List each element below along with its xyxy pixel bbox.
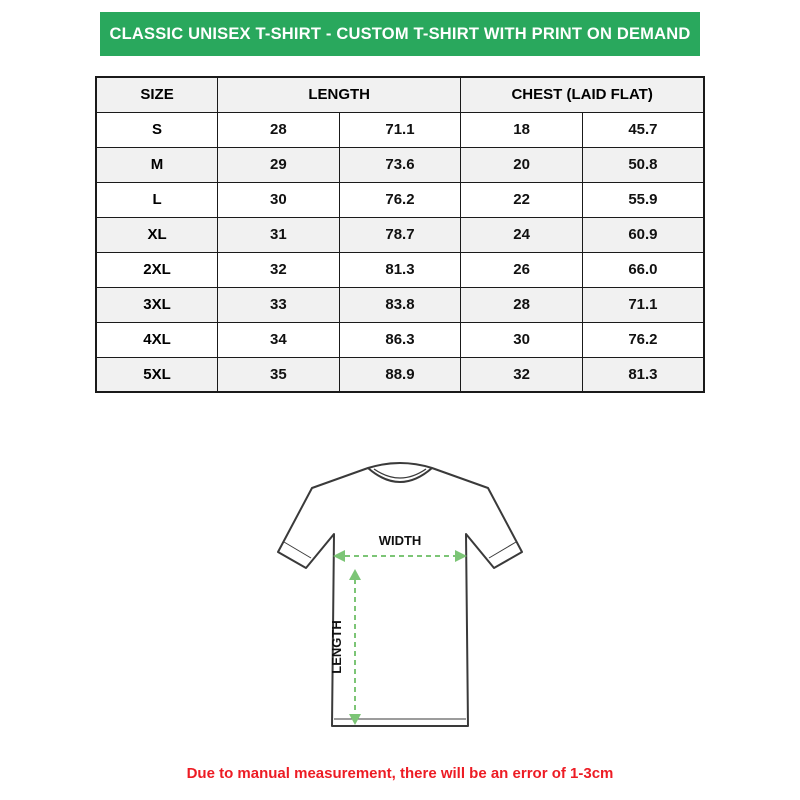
- length-in-cell: 34: [218, 322, 340, 357]
- header-length: LENGTH: [218, 77, 461, 112]
- table-row: [96, 182, 704, 217]
- length-in-cell: 32: [218, 252, 340, 287]
- chest-in-cell: 18: [461, 112, 583, 147]
- size-cell: L: [96, 182, 218, 217]
- length-cm-cell: 76.2: [339, 182, 461, 217]
- chest-in-cell: 28: [461, 287, 583, 322]
- length-in-cell: 29: [218, 147, 340, 182]
- chest-in-cell: 22: [461, 182, 583, 217]
- table-row: [96, 112, 704, 147]
- size-table: [95, 76, 705, 393]
- chest-cm-cell: 55.9: [582, 182, 704, 217]
- size-cell: 2XL: [96, 252, 218, 287]
- size-cell: S: [96, 112, 218, 147]
- chest-cm-cell: 76.2: [582, 322, 704, 357]
- width-label: WIDTH: [378, 533, 422, 548]
- chest-in-cell: 24: [461, 217, 583, 252]
- header-chest: CHEST (LAID FLAT): [461, 77, 704, 112]
- length-cm-cell: 81.3: [339, 252, 461, 287]
- length-label: LENGTH: [329, 620, 344, 674]
- chest-cm-cell: 50.8: [582, 147, 704, 182]
- length-cm-cell: 88.9: [339, 357, 461, 392]
- title-banner: [100, 12, 700, 56]
- length-in-cell: 31: [218, 217, 340, 252]
- table-row: [96, 322, 704, 357]
- table-row: [96, 252, 704, 287]
- tshirt-diagram-icon: [250, 438, 550, 750]
- length-in-cell: 35: [218, 357, 340, 392]
- size-cell: 3XL: [96, 287, 218, 322]
- size-cell: 5XL: [96, 357, 218, 392]
- length-cm-cell: 73.6: [339, 147, 461, 182]
- measurement-disclaimer: Due to manual measurement, there will be an error of 1-3cm: [186, 765, 614, 782]
- chest-in-cell: 32: [461, 357, 583, 392]
- tshirt-outline: [278, 463, 522, 726]
- chest-cm-cell: 60.9: [582, 217, 704, 252]
- size-cell: XL: [96, 217, 218, 252]
- length-in-cell: 30: [218, 182, 340, 217]
- table-row: [96, 287, 704, 322]
- size-cell: M: [96, 147, 218, 182]
- chest-cm-cell: 81.3: [582, 357, 704, 392]
- size-table-container: [95, 76, 705, 393]
- page-title: CLASSIC UNISEX T-SHIRT - CUSTOM T-SHIRT WITH PRINT ON DEMAND: [109, 24, 691, 43]
- length-cm-cell: 71.1: [339, 112, 461, 147]
- chest-cm-cell: 71.1: [582, 287, 704, 322]
- table-row: [96, 147, 704, 182]
- chest-cm-cell: 45.7: [582, 112, 704, 147]
- chest-in-cell: 26: [461, 252, 583, 287]
- table-row: [96, 357, 704, 392]
- chest-cm-cell: 66.0: [582, 252, 704, 287]
- measurement-diagram: [0, 438, 800, 750]
- length-cm-cell: 86.3: [339, 322, 461, 357]
- length-in-cell: 28: [218, 112, 340, 147]
- header-size: SIZE: [96, 77, 218, 112]
- length-cm-cell: 83.8: [339, 287, 461, 322]
- length-in-cell: 33: [218, 287, 340, 322]
- table-row: [96, 217, 704, 252]
- size-cell: 4XL: [96, 322, 218, 357]
- chest-in-cell: 20: [461, 147, 583, 182]
- length-cm-cell: 78.7: [339, 217, 461, 252]
- chest-in-cell: 30: [461, 322, 583, 357]
- table-header-row: [96, 77, 704, 112]
